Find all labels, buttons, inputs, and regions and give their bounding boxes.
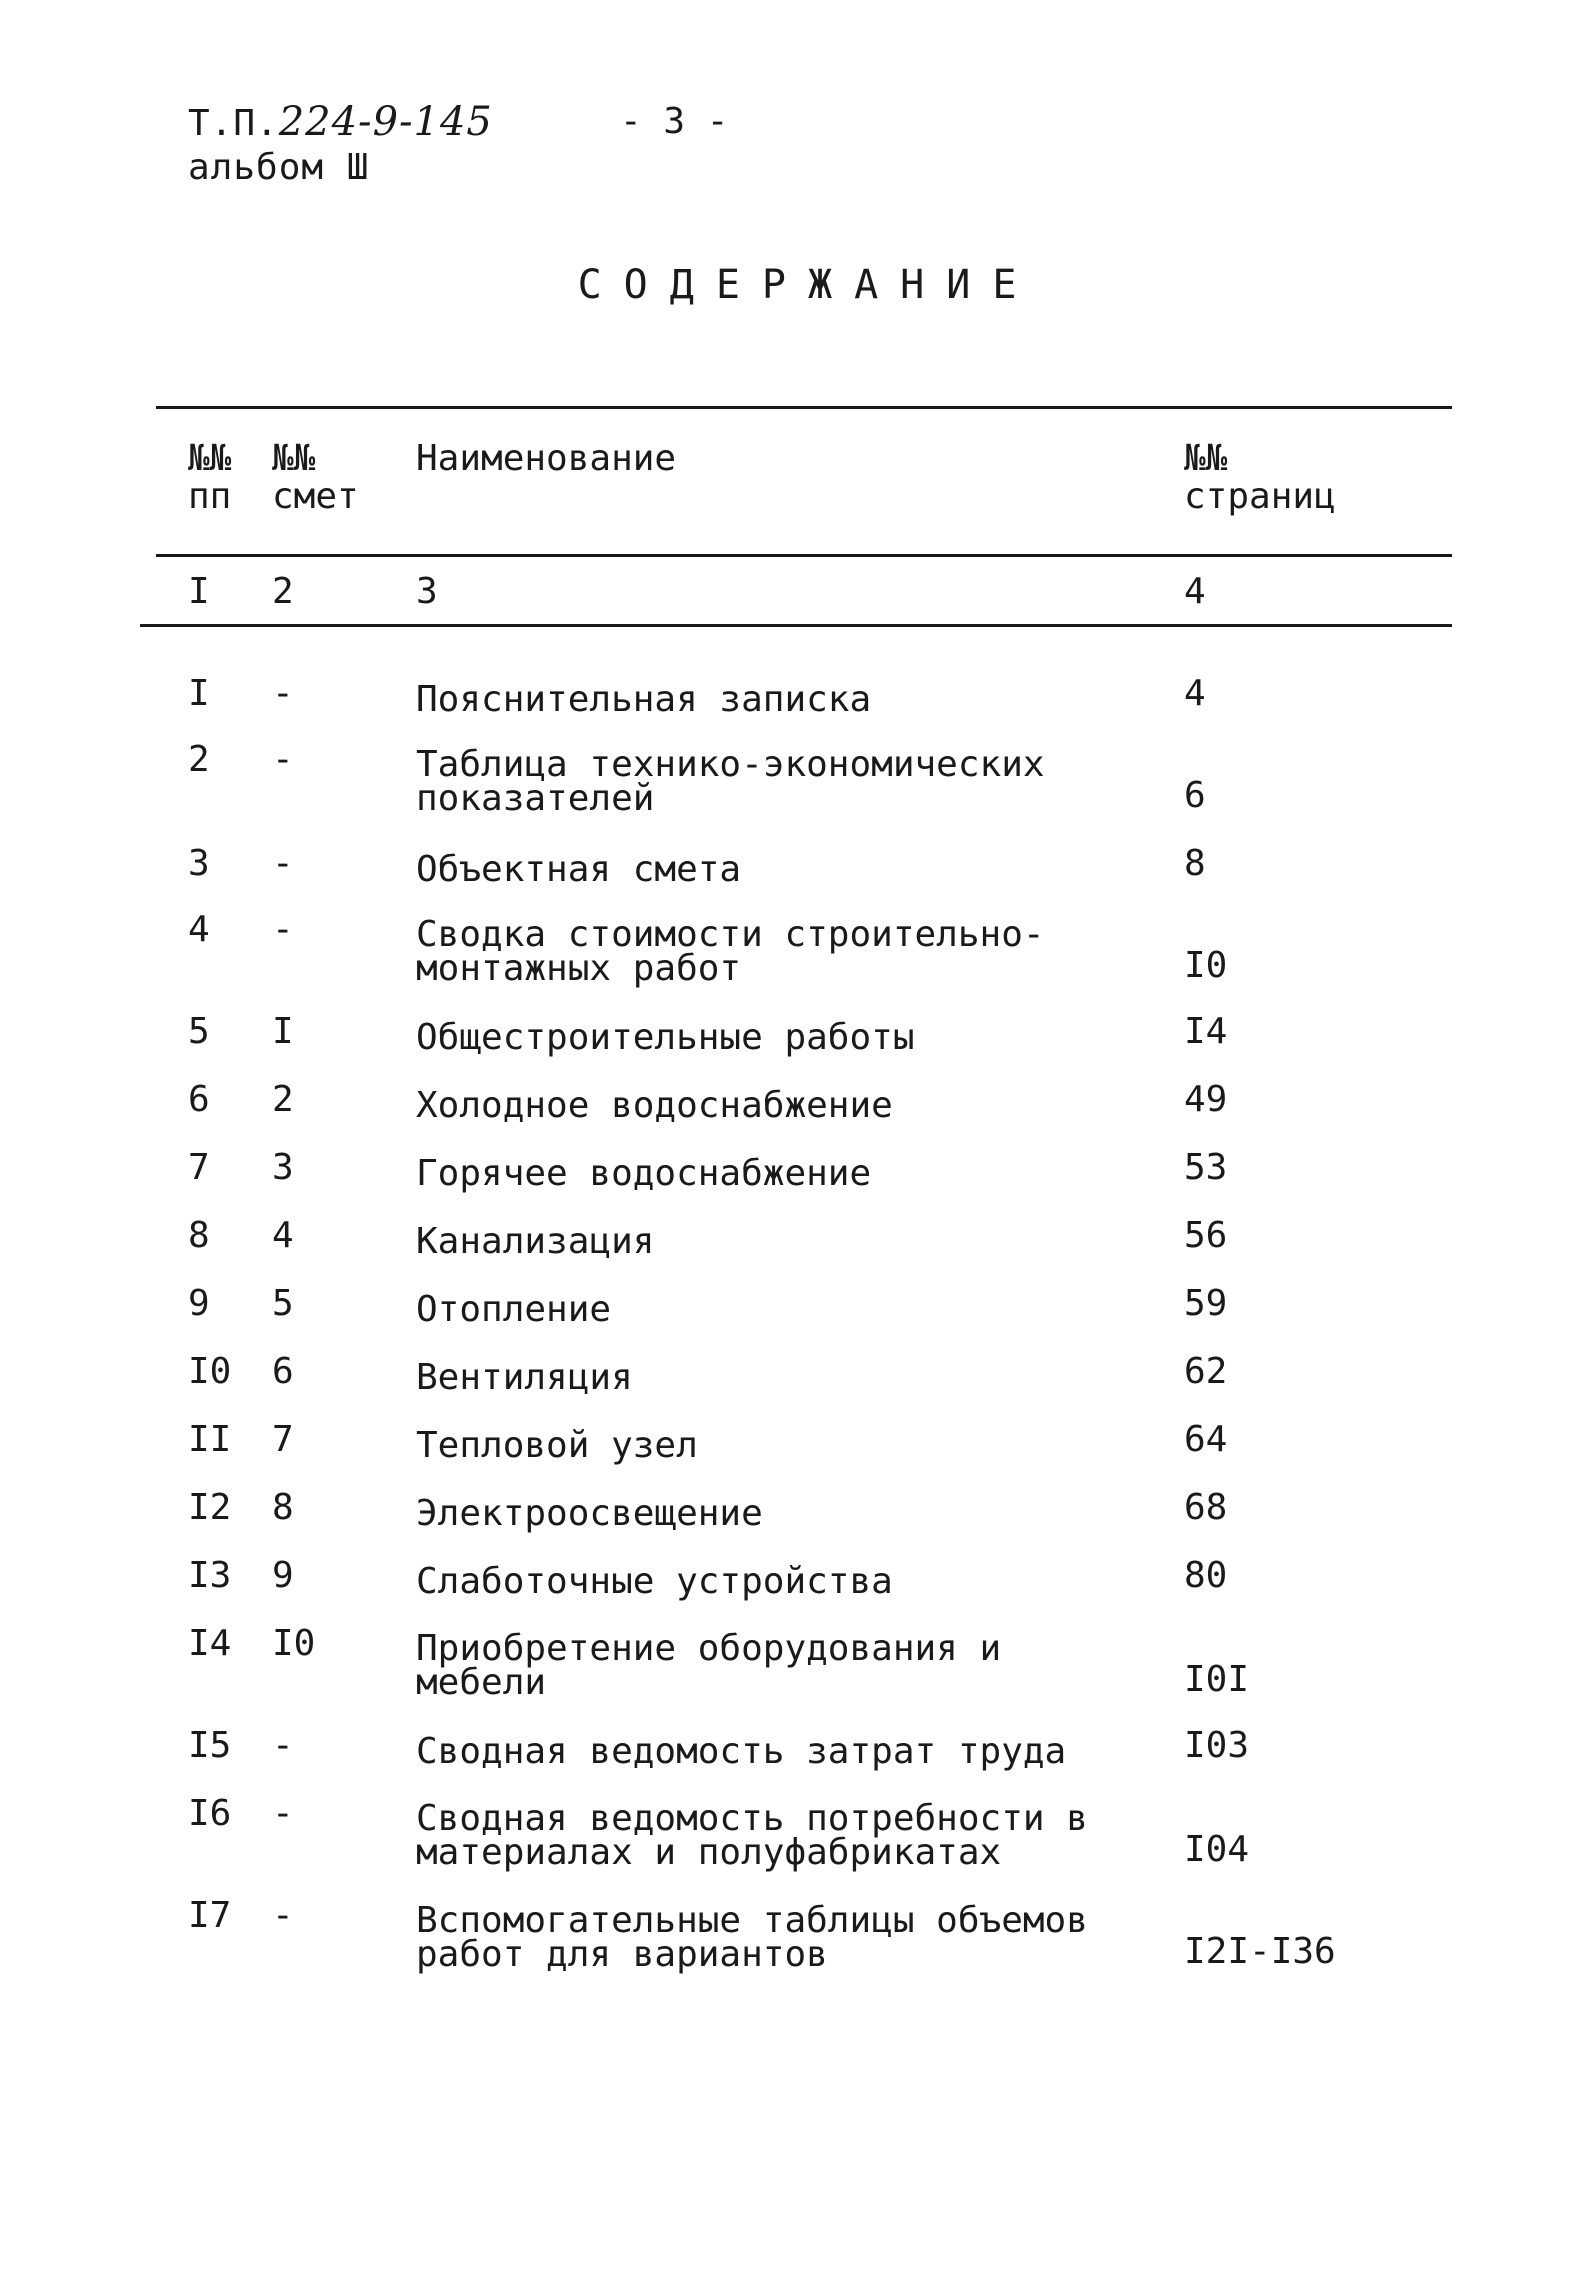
row-pp-number: 6 [188,1079,210,1120]
row-page-number: I4 [1184,1011,1228,1052]
row-title: Сводная ведомость затрат труда [416,1731,1067,1772]
row-page-number: I2I-I36 [1184,1931,1336,1972]
row-title: Горячее водоснабжение [416,1153,872,1194]
row-pp-number: I6 [188,1793,232,1834]
row-title: Пояснительная записка [416,679,872,720]
row-page-number: I0I [1184,1659,1250,1700]
row-title: Сводка стоимости строительно- монтажных работ [416,914,1045,989]
row-title: Слаботочные устройства [416,1561,893,1602]
row-smet-number: - [272,1793,294,1834]
row-pp-number: 4 [188,909,210,950]
row-smet-number: I0 [272,1623,316,1664]
row-smet-number: 5 [272,1283,294,1324]
row-smet-number: 2 [272,1079,294,1120]
row-smet-number: - [272,909,294,950]
row-pp-number: I4 [188,1623,232,1664]
row-title: Холодное водоснабжение [416,1085,893,1126]
column-number-2: 2 [272,571,294,612]
row-title: Сводная ведомость потребности в материалах и полуфабрикатах [416,1798,1088,1873]
row-page-number: 49 [1184,1079,1228,1120]
row-smet-number: - [272,673,294,714]
row-smet-number: - [272,739,294,780]
doc-ref-number: 224-9-145 [278,99,493,145]
doc-ref-prefix: Т.П. [188,103,279,144]
row-page-number: 56 [1184,1215,1228,1256]
row-pp-number: II [188,1419,232,1460]
row-title: Приобретение оборудования и мебели [416,1628,1002,1703]
row-pp-number: 8 [188,1215,210,1256]
row-page-number: 62 [1184,1351,1228,1392]
row-pp-number: 5 [188,1011,210,1052]
row-title: Тепловой узел [416,1425,698,1466]
row-pp-number: I2 [188,1487,232,1528]
row-smet-number: 4 [272,1215,294,1256]
row-smet-number: - [272,1725,294,1766]
row-title: Вентиляция [416,1357,633,1398]
row-pp-number: 3 [188,843,210,884]
row-page-number: 80 [1184,1555,1228,1596]
row-title: Электроосвещение [416,1493,763,1534]
column-header-pages: №№ страниц [1184,438,1336,517]
page-number: - 3 - [620,101,729,142]
row-title: Общестроительные работы [416,1017,915,1058]
row-pp-number: 7 [188,1147,210,1188]
table-top-rule [156,406,1452,409]
row-pp-number: I [188,673,210,714]
row-smet-number: 9 [272,1555,294,1596]
column-numbers-rule [140,624,1452,627]
row-smet-number: I [272,1011,294,1052]
row-title: Вспомогательные таблицы объемов работ для вариантов [416,1900,1088,1975]
column-header-name: Наименование [416,438,677,479]
row-pp-number: 9 [188,1283,210,1324]
row-title: Таблица технико-экономических показателей [416,744,1045,819]
row-page-number: 53 [1184,1147,1228,1188]
row-smet-number: 8 [272,1487,294,1528]
row-pp-number: I0 [188,1351,232,1392]
page-title: СОДЕРЖАНИЕ [577,262,1039,308]
row-page-number: I04 [1184,1829,1250,1870]
row-smet-number: 6 [272,1351,294,1392]
column-number-3: 3 [416,571,438,612]
row-pp-number: I3 [188,1555,232,1596]
row-smet-number: - [272,843,294,884]
row-smet-number: - [272,1895,294,1936]
row-page-number: 4 [1184,673,1206,714]
column-number-1: I [188,571,210,612]
row-title: Объектная смета [416,849,742,890]
row-page-number: 64 [1184,1419,1228,1460]
row-pp-number: I5 [188,1725,232,1766]
row-page-number: 8 [1184,843,1206,884]
row-title: Канализация [416,1221,655,1262]
row-pp-number: 2 [188,739,210,780]
row-page-number: I0 [1184,945,1228,986]
row-page-number: 6 [1184,775,1206,816]
column-header-smet: №№ смет [272,438,359,517]
column-header-pp: №№ пп [188,438,232,517]
column-number-4: 4 [1184,571,1206,612]
row-page-number: 59 [1184,1283,1228,1324]
row-title: Отопление [416,1289,612,1330]
row-smet-number: 7 [272,1419,294,1460]
row-smet-number: 3 [272,1147,294,1188]
row-pp-number: I7 [188,1895,232,1936]
row-page-number: I03 [1184,1725,1250,1766]
header-bottom-rule [156,554,1452,557]
row-page-number: 68 [1184,1487,1228,1528]
album-label: альбом Ш [188,147,370,188]
document-reference [188,100,493,190]
